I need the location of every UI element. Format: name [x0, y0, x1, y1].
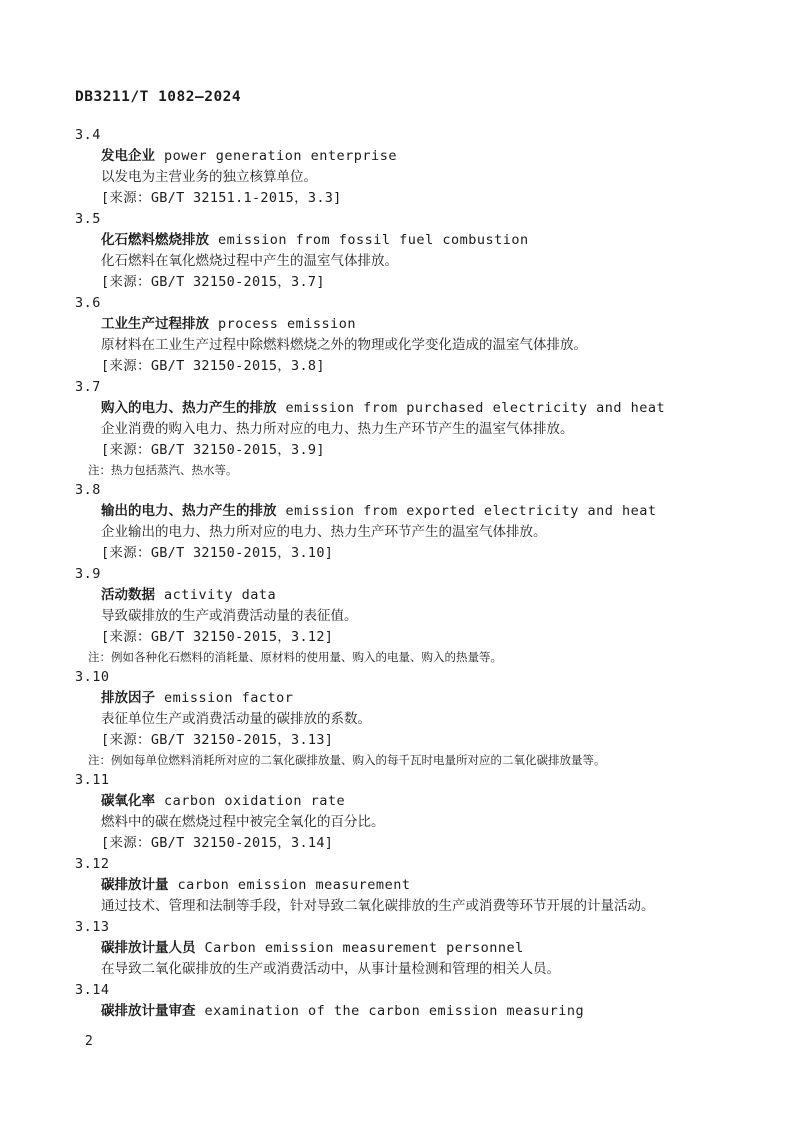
- section-number: 3.8: [75, 482, 101, 498]
- term-source: [来源：GB/T 32150-2015，3.14]: [101, 835, 334, 851]
- term-source: [来源：GB/T 32151.1-2015，3.3]: [101, 190, 342, 206]
- term-source: [来源：GB/T 32150-2015，3.12]: [101, 629, 334, 645]
- term-section: [75, 377, 734, 480]
- term-definition: 以发电为主营业务的独立核算单位。: [101, 169, 317, 185]
- term-chinese: 发电企业: [101, 148, 155, 164]
- term-section: [75, 917, 734, 980]
- term-english: emission from exported electricity and heat: [285, 503, 657, 519]
- term-chinese: 输出的电力、热力产生的排放: [101, 503, 277, 519]
- term-line: [75, 688, 734, 709]
- term-definition: 表征单位生产或消费活动量的碳排放的系数。: [101, 711, 371, 727]
- section-number: 3.9: [75, 566, 101, 582]
- section-number: 3.5: [75, 211, 101, 227]
- terms-list: [75, 125, 734, 1022]
- term-definition: 企业消费的购入电力、热力所对应的电力、热力生产环节产生的温室气体排放。: [101, 421, 574, 437]
- term-section: [75, 293, 734, 377]
- section-number: 3.10: [75, 669, 110, 685]
- section-number: 3.7: [75, 379, 101, 395]
- term-line: [75, 585, 734, 606]
- term-section: [75, 125, 734, 209]
- term-english: carbon emission measurement: [177, 877, 411, 893]
- term-english: examination of the carbon emission measuring: [204, 1003, 585, 1019]
- term-definition: 企业输出的电力、热力所对应的电力、热力生产环节产生的温室气体排放。: [101, 524, 547, 540]
- term-definition: 燃料中的碳在燃烧过程中被完全氧化的百分比。: [101, 814, 385, 830]
- term-line: [75, 875, 734, 896]
- term-line: [75, 1001, 734, 1022]
- term-english: emission from fossil fuel combustion: [218, 232, 529, 248]
- term-english: emission factor: [164, 690, 294, 706]
- term-definition: 原材料在工业生产过程中除燃料燃烧之外的物理或化学变化造成的温室气体排放。: [101, 337, 587, 353]
- document-header: DB3211/T 1082—2024: [75, 89, 242, 105]
- term-section: [75, 480, 734, 564]
- term-source: [来源：GB/T 32150-2015，3.7]: [101, 274, 325, 290]
- term-section: [75, 854, 734, 917]
- term-section: [75, 209, 734, 293]
- term-source: [来源：GB/T 32150-2015，3.9]: [101, 442, 325, 458]
- term-chinese: 排放因子: [101, 690, 155, 706]
- term-section: [75, 770, 734, 854]
- section-number: 3.11: [75, 772, 110, 788]
- term-chinese: 碳排放计量人员: [101, 940, 196, 956]
- section-number: 3.14: [75, 982, 110, 998]
- term-line: [75, 146, 734, 167]
- term-definition: 通过技术、管理和法制等手段，针对导致二氧化碳排放的生产或消费等环节开展的计量活动。: [101, 898, 655, 914]
- term-english: emission from purchased electricity and heat: [285, 400, 666, 416]
- term-source: [来源：GB/T 32150-2015，3.8]: [101, 358, 325, 374]
- term-english: process emission: [218, 316, 357, 332]
- term-source: [来源：GB/T 32150-2015，3.13]: [101, 732, 334, 748]
- term-line: [75, 398, 734, 419]
- term-english: power generation enterprise: [164, 148, 397, 164]
- section-number: 3.13: [75, 919, 110, 935]
- term-chinese: 碳排放计量: [101, 877, 169, 893]
- term-line: [75, 938, 734, 959]
- term-definition: 化石燃料在氧化燃烧过程中产生的温室气体排放。: [101, 253, 398, 269]
- term-chinese: 活动数据: [101, 587, 155, 603]
- section-number: 3.4: [75, 127, 101, 143]
- term-line: [75, 501, 734, 522]
- term-line: [75, 230, 734, 251]
- term-chinese: 碳氧化率: [101, 793, 155, 809]
- term-chinese: 工业生产过程排放: [101, 316, 209, 332]
- section-number: 3.12: [75, 856, 110, 872]
- term-line: [75, 791, 734, 812]
- term-note: 注：例如各种化石燃料的消耗量、原材料的使用量、购入的电量、购入的热量等。: [88, 650, 502, 664]
- term-chinese: 购入的电力、热力产生的排放: [101, 400, 277, 416]
- term-line: [75, 314, 734, 335]
- term-section: [75, 667, 734, 770]
- term-note: 注：例如每单位燃料消耗所对应的二氧化碳排放量、购入的每千瓦时电量所对应的二氧化碳排放量等。: [88, 753, 606, 767]
- term-chinese: 碳排放计量审查: [101, 1003, 196, 1019]
- term-section: [75, 564, 734, 667]
- term-english: carbon oxidation rate: [164, 793, 346, 809]
- term-definition: 导致碳排放的生产或消费活动量的表征值。: [101, 608, 358, 624]
- term-source: [来源：GB/T 32150-2015，3.10]: [101, 545, 334, 561]
- term-section: [75, 980, 734, 1022]
- term-definition: 在导致二氧化碳排放的生产或消费活动中，从事计量检测和管理的相关人员。: [101, 961, 560, 977]
- term-english: Carbon emission measurement personnel: [204, 940, 524, 956]
- section-number: 3.6: [75, 295, 101, 311]
- page-number: 2: [85, 1034, 93, 1049]
- term-note: 注：热力包括蒸汽、热水等。: [88, 463, 238, 477]
- term-english: activity data: [164, 587, 277, 603]
- term-chinese: 化石燃料燃烧排放: [101, 232, 209, 248]
